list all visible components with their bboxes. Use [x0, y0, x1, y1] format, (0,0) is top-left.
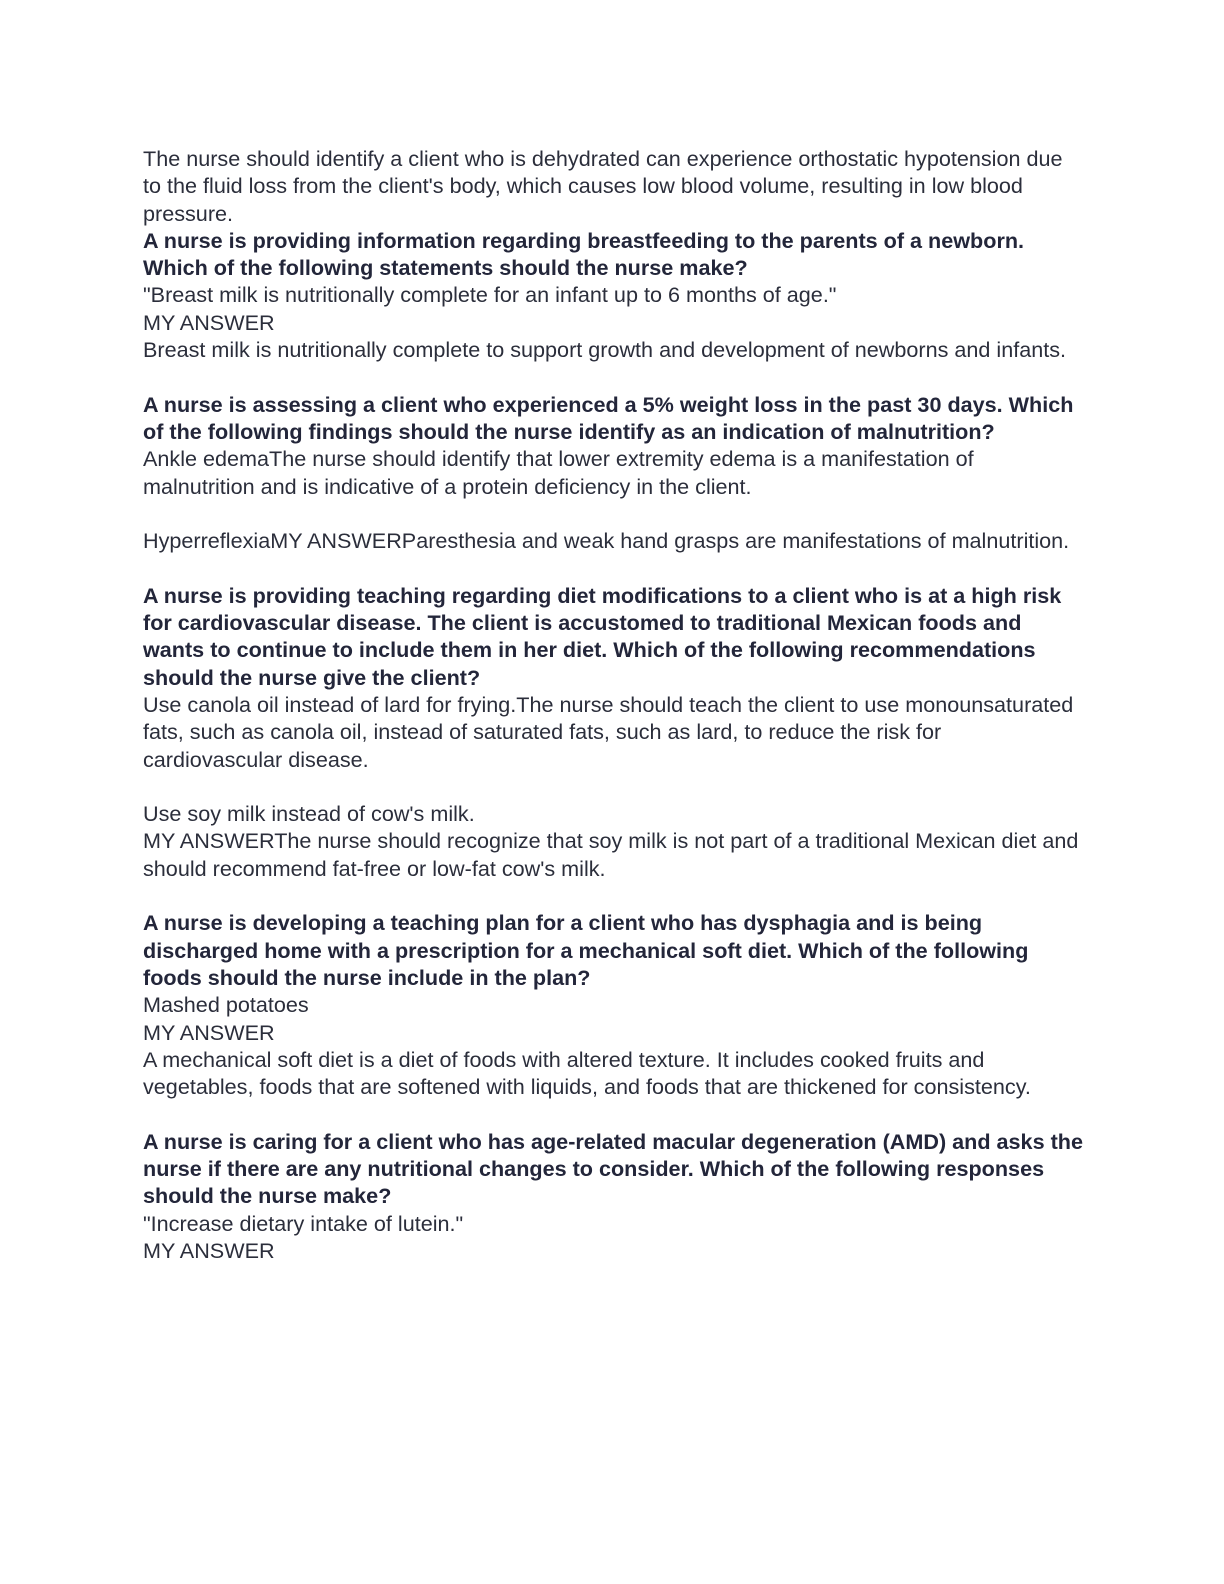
answer-option-mashed-potatoes: Mashed potatoes — [143, 992, 309, 1018]
my-answer-label: MY ANSWER — [143, 309, 275, 335]
rationale-breast-milk: Breast milk is nutritionally complete to support growth and development of newborns and infants. — [143, 337, 1067, 363]
answer-option-canola-oil: Use canola oil instead of lard for frying.The nurse should teach the client to use monounsaturated fats, such as canola oil, instead of saturated fats, such as lard, to reduce the risk for cardiovascular disease. — [143, 691, 1074, 772]
question-dysphagia: A nurse is developing a teaching plan for a client who has dysphagia and is being discharged home with a prescription for a mechanical soft diet. Which of the following foods should the nurse include in the plan? — [143, 910, 1029, 990]
question-macular-degeneration: A nurse is caring for a client who has age-related macular degeneration (AMD) and asks the nurse if there are any nutritional changes to consider. Which of the following responses should the nurse make? — [143, 1128, 1083, 1209]
answer-option-lutein: "Increase dietary intake of lutein." — [143, 1210, 464, 1236]
answer-option-breast-milk: "Breast milk is nutritionally complete for an infant up to 6 months of age." — [143, 282, 837, 308]
my-answer-label: MY ANSWER — [143, 1237, 275, 1263]
answer-option-ankle-edema: Ankle edemaThe nurse should identify that lower extremity edema is a manifestation of malnutrition and is indicative of a protein deficiency in the client. — [143, 446, 974, 499]
question-cardiovascular-diet: A nurse is providing teaching regarding diet modifications to a client who is at a high risk for cardiovascular disease. The client is accustomed to traditional Mexican foods and wants to continue to include them in her diet. Which of the following recommendations should the nurse give the client? — [143, 582, 1062, 690]
spacer — [143, 363, 1083, 390]
paragraph-dehydration-explanation: The nurse should identify a client who is dehydrated can experience orthostatic hypotension due to the fluid loss from the client's body, which causes low blood volume, resulting in low blood pressure. — [143, 146, 1063, 226]
rationale-mechanical-soft-diet: A mechanical soft diet is a diet of foods with altered texture. It includes cooked fruits and vegetables, foods that are softened with liquids, and foods that are thickened for consistency. — [143, 1046, 1031, 1100]
question-breastfeeding: A nurse is providing information regarding breastfeeding to the parents of a newborn. Which of the following statements should the nurse make? — [143, 227, 1025, 281]
rationale-soy-milk: MY ANSWERThe nurse should recognize that soy milk is not part of a traditional Mexican diet and should recommend fat-free or low-fat cow's milk. — [143, 828, 1079, 881]
spacer — [143, 1100, 1083, 1127]
spacer — [143, 500, 1083, 527]
document-page — [143, 145, 1083, 1264]
my-answer-label: MY ANSWER — [143, 1019, 275, 1045]
question-weight-loss: A nurse is assessing a client who experienced a 5% weight loss in the past 30 days. Which of the following findings should the nurse identify as an indication of malnutrition? — [143, 391, 1074, 444]
spacer — [143, 773, 1083, 800]
answer-option-hyperreflexia: HyperreflexiaMY ANSWERParesthesia and weak hand grasps are manifestations of malnutrition. — [143, 528, 1070, 554]
spacer — [143, 882, 1083, 909]
answer-option-soy-milk: Use soy milk instead of cow's milk. — [143, 801, 475, 827]
spacer — [143, 554, 1083, 581]
